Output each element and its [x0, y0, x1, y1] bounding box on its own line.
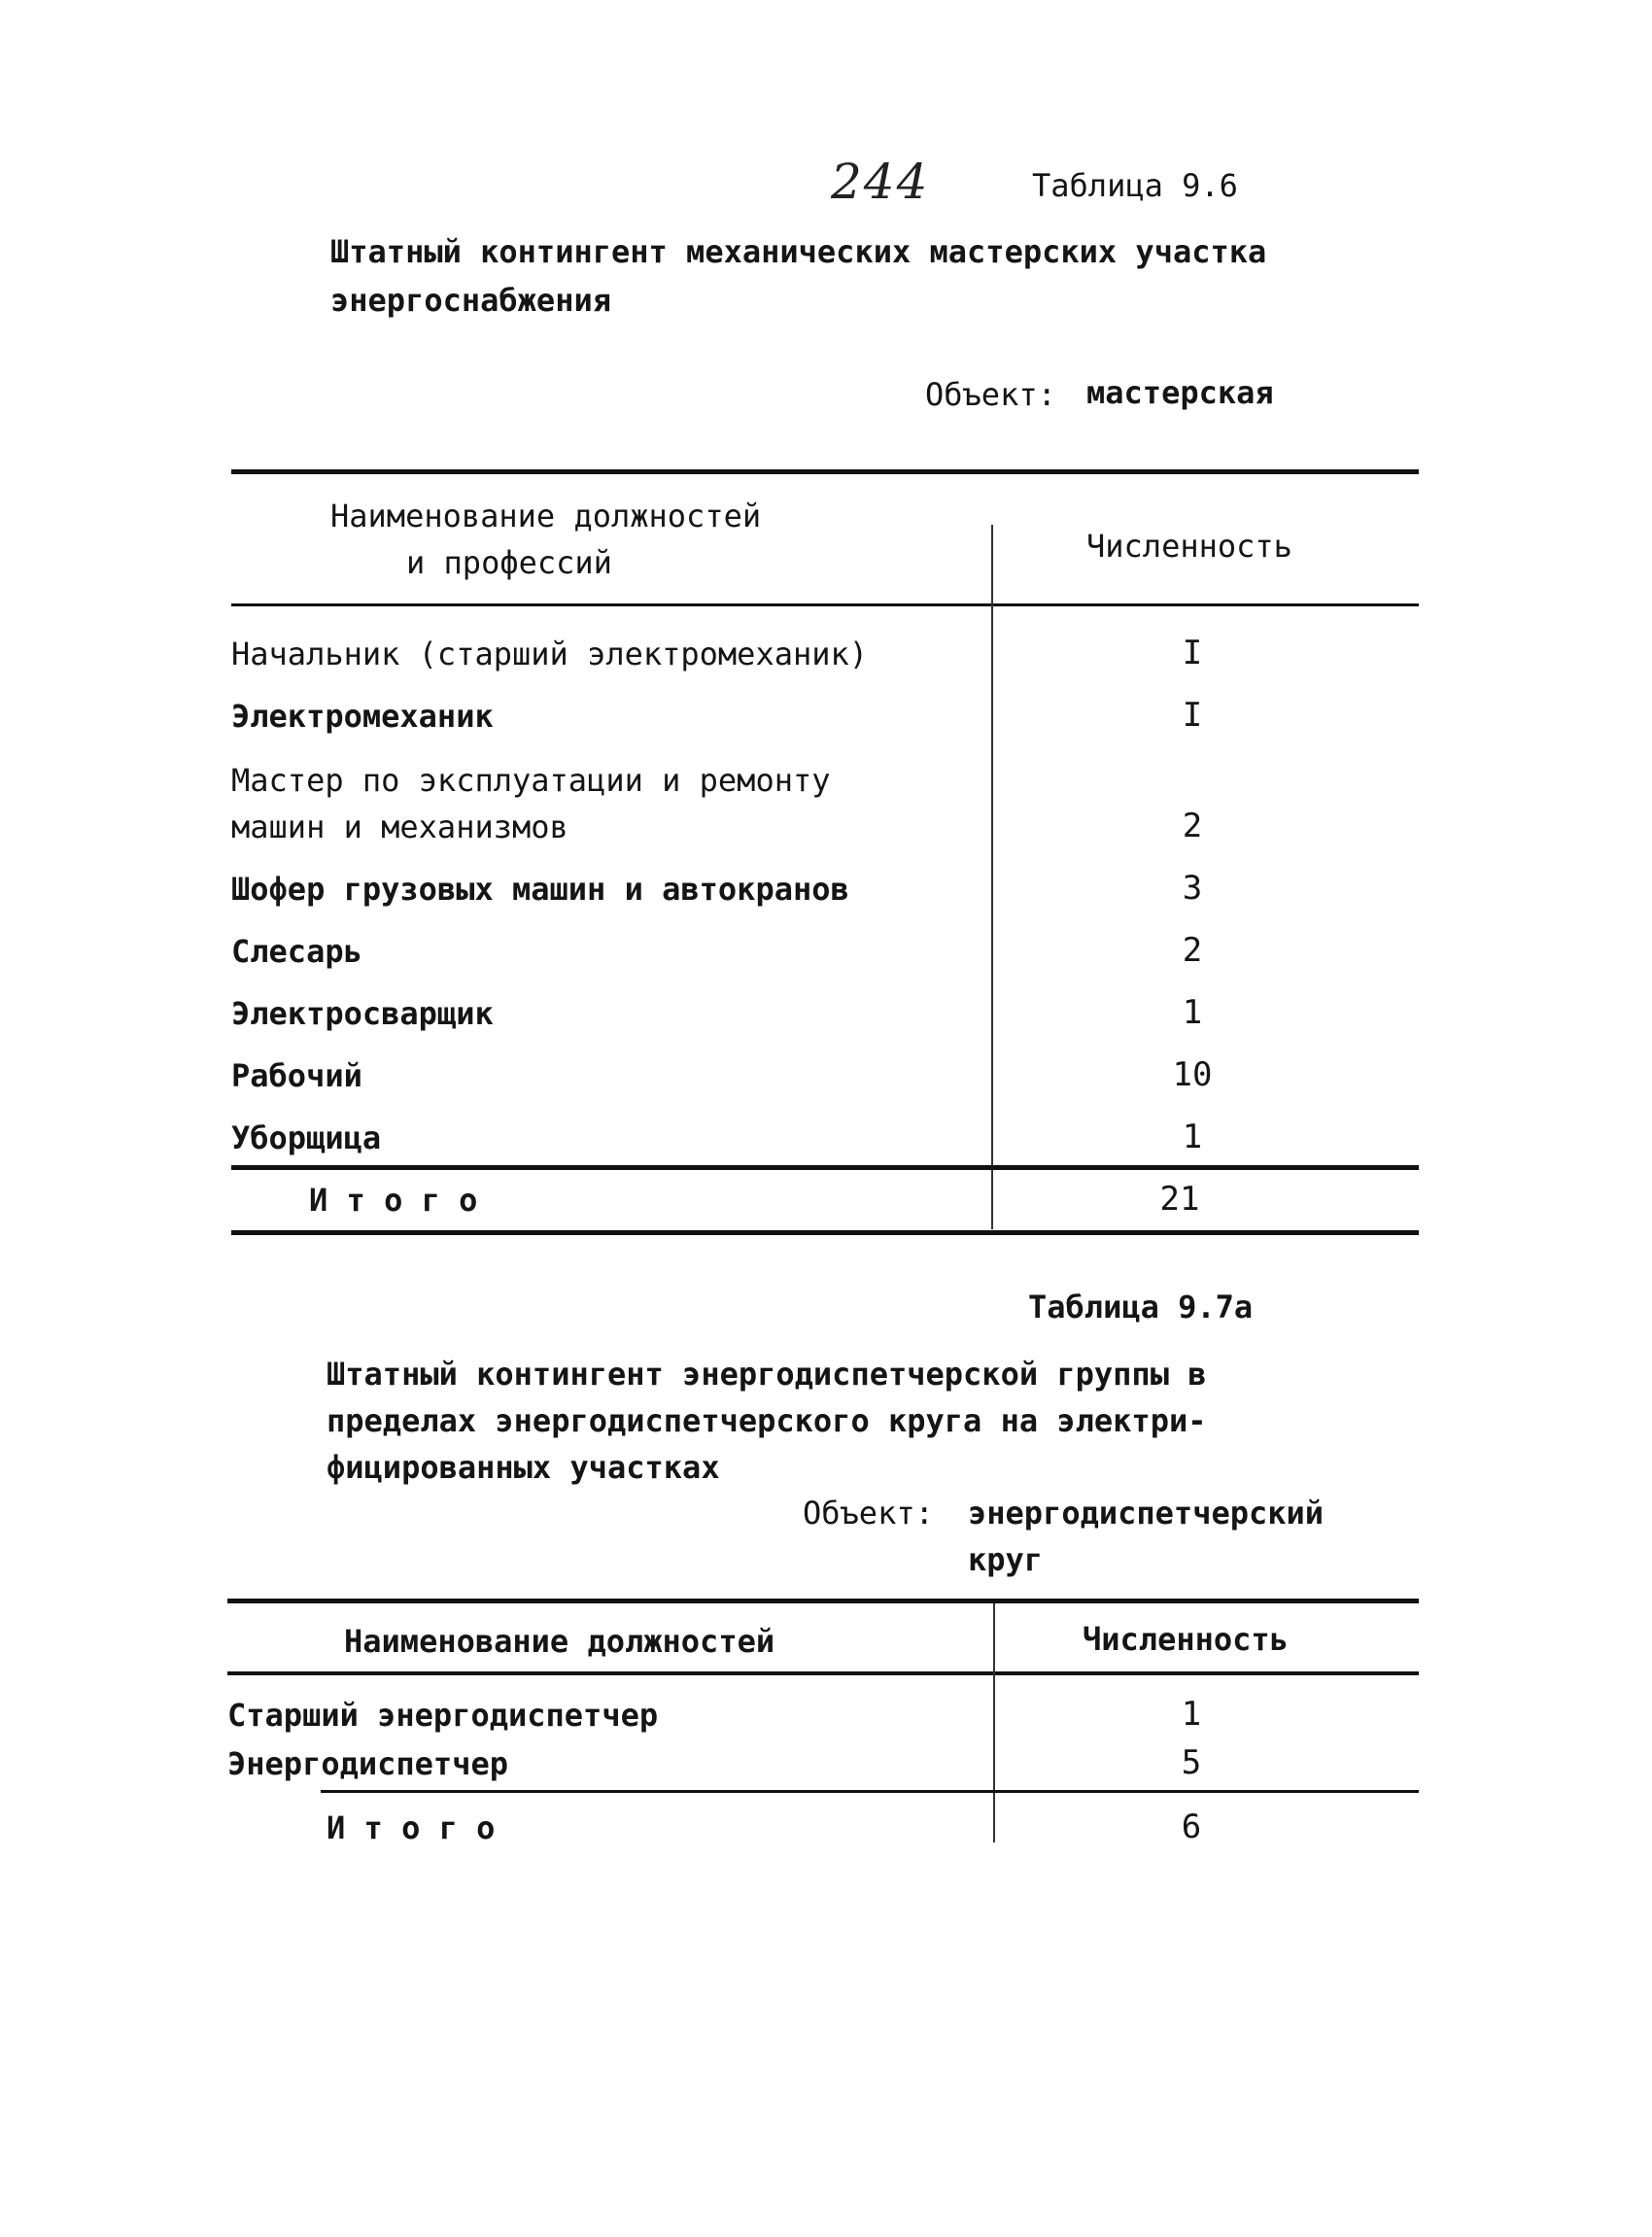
column-divider — [993, 1603, 995, 1842]
header-rule — [231, 603, 1419, 606]
total-value: 21 — [1159, 1180, 1200, 1219]
table-row-count: 5 — [1181, 1743, 1202, 1782]
column-header-name: Наименование должностей — [344, 1623, 775, 1660]
table-title-line: Штатный контингент механических мастерских участка — [330, 233, 1267, 270]
table-row-count: 1 — [1182, 993, 1203, 1032]
table-title-line: фицированных участках — [327, 1449, 720, 1486]
table-row-name: Электросварщик — [231, 995, 494, 1032]
table-row-name: Рабочий — [231, 1057, 362, 1094]
column-header-count: Численность — [1083, 1621, 1289, 1658]
column-divider — [991, 525, 993, 1229]
table-row-count: 2 — [1182, 931, 1203, 970]
table-row-name: Уборщица — [231, 1119, 382, 1156]
column-header-name: Наименование должностей — [330, 498, 762, 534]
object-value: круг — [968, 1541, 1044, 1578]
table-row-name: Старший энергодиспетчер — [227, 1697, 659, 1734]
table-row-count: 3 — [1182, 869, 1203, 908]
table-top-rule — [231, 469, 1419, 474]
table-row-name: Шофер грузовых машин и автокранов — [231, 871, 849, 908]
table-row-count: 1 — [1181, 1695, 1202, 1734]
object-label: Объект: — [925, 376, 1056, 413]
table-row-name: Мастер по эксплуатации и ремонту — [231, 762, 831, 799]
column-header-count: Численность — [1086, 528, 1292, 565]
page-number: 244 — [831, 154, 930, 210]
table-row-count: I — [1182, 634, 1203, 672]
table-label: Таблица 9.6 — [1032, 167, 1238, 204]
table-bottom-rule — [231, 1230, 1419, 1235]
header-rule — [227, 1671, 1419, 1675]
table-row-count: 1 — [1182, 1118, 1203, 1156]
table-row-count: 10 — [1172, 1055, 1213, 1094]
table-row-name: Начальник (старший электромеханик) — [231, 636, 869, 672]
table-label: Таблица 9.7а — [1028, 1289, 1254, 1325]
total-value: 6 — [1181, 1807, 1202, 1846]
table-row-count: 2 — [1182, 807, 1203, 845]
table-row-count: I — [1182, 696, 1203, 735]
table-title-line: энергоснабжения — [330, 282, 611, 319]
total-rule — [321, 1790, 1419, 1793]
table-top-rule — [227, 1599, 1419, 1603]
object-value: мастерская — [1086, 374, 1274, 411]
object-value: энергодиспетчерский — [968, 1495, 1325, 1531]
table-row-name: Слесарь — [231, 933, 362, 970]
table-title-line: Штатный контингент энергодиспетчерской группы в — [327, 1356, 1207, 1393]
table-row-name: машин и механизмов — [231, 809, 568, 845]
column-header-name: и профессий — [406, 544, 612, 581]
table-title-line: пределах энергодиспетчерского круга на электри- — [327, 1402, 1207, 1439]
table-row-name: Энергодиспетчер — [227, 1745, 508, 1782]
total-label: И т о г о — [327, 1809, 496, 1846]
object-label: Объект: — [803, 1495, 934, 1531]
total-label: И т о г о — [309, 1182, 478, 1219]
table-row-name: Электромеханик — [231, 698, 494, 735]
total-rule — [231, 1165, 1419, 1170]
